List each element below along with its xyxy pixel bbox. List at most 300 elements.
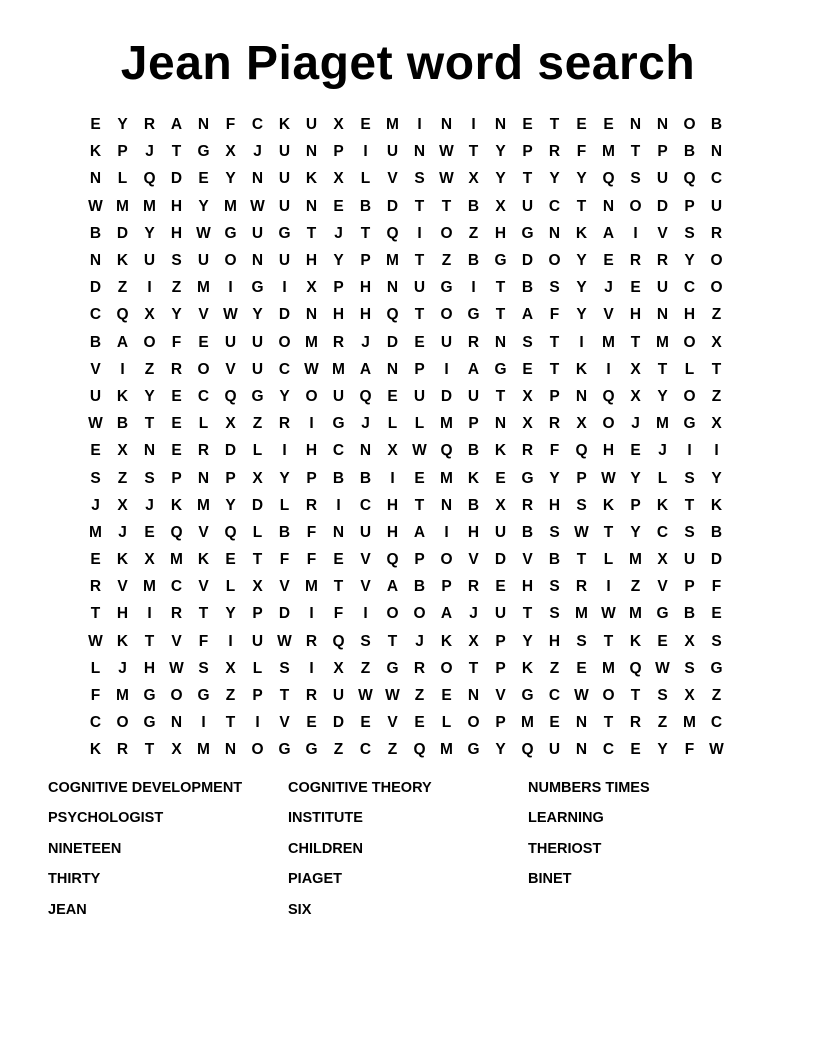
grid-letter: I bbox=[147, 605, 152, 623]
grid-letter: Y bbox=[225, 605, 236, 623]
grid-letter: V bbox=[279, 714, 290, 732]
grid-letter: J bbox=[361, 415, 370, 433]
grid-letter: B bbox=[683, 605, 696, 623]
grid-letter: N bbox=[494, 116, 507, 134]
grid-letter: O bbox=[305, 387, 318, 405]
grid-letter: T bbox=[198, 605, 209, 623]
grid-letter: N bbox=[494, 415, 507, 433]
grid-letter: X bbox=[333, 170, 344, 188]
grid-letter: L bbox=[387, 415, 398, 433]
grid-letter: E bbox=[90, 442, 101, 460]
grid-letter: X bbox=[630, 387, 641, 405]
grid-letter: G bbox=[467, 306, 480, 324]
grid-letter: C bbox=[278, 360, 291, 378]
grid-letter: P bbox=[252, 687, 263, 705]
grid-letter: T bbox=[684, 496, 695, 514]
grid-letter: D bbox=[494, 551, 507, 569]
grid-letter: G bbox=[494, 360, 507, 378]
grid-letter: C bbox=[548, 197, 561, 215]
grid-letter: O bbox=[413, 605, 426, 623]
grid-letter: I bbox=[228, 279, 233, 297]
grid-letter: Q bbox=[143, 170, 156, 188]
grid-letter: W bbox=[304, 360, 319, 378]
grid-letter: B bbox=[332, 469, 345, 487]
word-list-item: CHILDREN bbox=[288, 840, 363, 857]
grid-letter: C bbox=[602, 741, 615, 759]
grid-letter: P bbox=[252, 605, 263, 623]
grid-letter: T bbox=[414, 496, 425, 514]
grid-letter: O bbox=[440, 551, 453, 569]
grid-letter: E bbox=[603, 252, 614, 270]
grid-letter: U bbox=[224, 333, 237, 351]
grid-letter: O bbox=[683, 116, 696, 134]
grid-letter: H bbox=[386, 523, 399, 541]
grid-letter: Y bbox=[252, 306, 263, 324]
grid-letter: M bbox=[656, 333, 669, 351]
grid-letter: T bbox=[306, 224, 317, 242]
grid-letter: P bbox=[495, 659, 506, 677]
grid-letter: S bbox=[630, 170, 641, 188]
grid-letter: L bbox=[252, 523, 263, 541]
grid-letter: I bbox=[444, 360, 449, 378]
grid-letter: J bbox=[334, 224, 343, 242]
grid-letter: R bbox=[305, 632, 318, 650]
grid-letter: A bbox=[116, 333, 129, 351]
word-list-item: THIRTY bbox=[48, 871, 101, 888]
grid-letter: V bbox=[387, 170, 398, 188]
grid-letter: O bbox=[224, 252, 237, 270]
grid-letter: E bbox=[630, 442, 641, 460]
grid-letter: Z bbox=[711, 306, 722, 324]
grid-letter: O bbox=[602, 415, 615, 433]
grid-letter: V bbox=[495, 687, 506, 705]
grid-letter: B bbox=[413, 578, 426, 596]
grid-row bbox=[82, 492, 730, 519]
grid-letter: J bbox=[118, 659, 127, 677]
grid-letter: W bbox=[196, 224, 211, 242]
grid-letter: I bbox=[417, 116, 422, 134]
grid-letter: I bbox=[282, 279, 287, 297]
grid-letter: X bbox=[711, 333, 722, 351]
grid-letter: E bbox=[90, 551, 101, 569]
grid-letter: S bbox=[576, 496, 587, 514]
grid-letter: N bbox=[251, 170, 264, 188]
grid-letter: U bbox=[656, 170, 669, 188]
grid-letter: J bbox=[658, 442, 667, 460]
grid-letter: G bbox=[278, 224, 291, 242]
grid-letter: Y bbox=[198, 197, 209, 215]
grid-letter: H bbox=[305, 252, 318, 270]
grid-letter: P bbox=[441, 578, 452, 596]
grid-letter: Y bbox=[495, 170, 506, 188]
grid-letter: Z bbox=[414, 687, 425, 705]
grid-letter: S bbox=[549, 523, 560, 541]
grid-letter: I bbox=[309, 659, 314, 677]
grid-letter: X bbox=[657, 551, 668, 569]
grid-letter: S bbox=[657, 687, 668, 705]
word-list-item: LEARNING bbox=[528, 810, 604, 827]
grid-letter: U bbox=[656, 279, 669, 297]
grid-letter: N bbox=[575, 714, 588, 732]
grid-letter: X bbox=[576, 415, 587, 433]
grid-letter: Z bbox=[468, 224, 479, 242]
grid-letter: O bbox=[116, 714, 129, 732]
grid-letter: T bbox=[495, 279, 506, 297]
grid-letter: E bbox=[171, 387, 182, 405]
grid-letter: I bbox=[471, 116, 476, 134]
grid-letter: E bbox=[198, 333, 209, 351]
grid-letter: X bbox=[117, 496, 128, 514]
grid-letter: B bbox=[89, 333, 102, 351]
grid-letter: F bbox=[198, 632, 209, 650]
grid-letter: F bbox=[684, 741, 695, 759]
grid-letter: C bbox=[359, 496, 372, 514]
grid-letter: S bbox=[549, 605, 560, 623]
grid-letter: Q bbox=[440, 442, 453, 460]
grid-letter: Y bbox=[711, 469, 722, 487]
grid-letter: S bbox=[576, 632, 587, 650]
grid-letter: I bbox=[363, 143, 368, 161]
grid-letter: D bbox=[224, 442, 237, 460]
grid-letter: H bbox=[359, 279, 372, 297]
grid-letter: T bbox=[414, 306, 425, 324]
grid-letter: T bbox=[144, 741, 155, 759]
grid-letter: Y bbox=[684, 252, 695, 270]
grid-letter: W bbox=[709, 741, 724, 759]
grid-letter: T bbox=[522, 170, 533, 188]
grid-letter: E bbox=[333, 551, 344, 569]
grid-letter: N bbox=[575, 741, 588, 759]
grid-letter: W bbox=[601, 469, 616, 487]
grid-letter: Z bbox=[441, 252, 452, 270]
grid-letter: U bbox=[197, 252, 210, 270]
grid-letter: H bbox=[332, 306, 345, 324]
grid-letter: C bbox=[89, 306, 102, 324]
grid-letter: U bbox=[413, 387, 426, 405]
grid-letter: U bbox=[494, 523, 507, 541]
grid-letter: K bbox=[89, 741, 102, 759]
grid-letter: W bbox=[439, 143, 454, 161]
grid-letter: K bbox=[602, 496, 615, 514]
grid-letter: T bbox=[630, 143, 641, 161]
grid-letter: E bbox=[495, 578, 506, 596]
grid-letter: Z bbox=[333, 741, 344, 759]
grid-letter: M bbox=[224, 197, 237, 215]
grid-letter: Y bbox=[576, 306, 587, 324]
grid-letter: O bbox=[386, 605, 399, 623]
grid-letter: Y bbox=[630, 469, 641, 487]
word-list-item: COGNITIVE DEVELOPMENT bbox=[48, 780, 243, 796]
grid-letter: R bbox=[575, 578, 588, 596]
grid-letter: Q bbox=[170, 523, 183, 541]
grid-letter: R bbox=[89, 578, 102, 596]
grid-letter: U bbox=[467, 387, 480, 405]
grid-letter: N bbox=[467, 687, 480, 705]
grid-letter: Q bbox=[224, 523, 237, 541]
grid-letter: I bbox=[120, 360, 125, 378]
word-list-item: BINET bbox=[528, 871, 572, 888]
grid-letter: P bbox=[306, 469, 317, 487]
grid-letter: R bbox=[467, 578, 480, 596]
grid-letter: C bbox=[359, 741, 372, 759]
grid-letter: P bbox=[549, 387, 560, 405]
grid-letter: Y bbox=[657, 741, 668, 759]
grid-letter: E bbox=[387, 387, 398, 405]
grid-letter: P bbox=[684, 197, 695, 215]
grid-letter: H bbox=[143, 659, 156, 677]
grid-letter: R bbox=[521, 496, 534, 514]
grid-letter: I bbox=[606, 578, 611, 596]
grid-letter: Y bbox=[225, 170, 236, 188]
grid-letter: Z bbox=[360, 659, 371, 677]
grid-letter: X bbox=[306, 279, 317, 297]
grid-letter: X bbox=[252, 469, 263, 487]
grid-letter: S bbox=[171, 252, 182, 270]
grid-letter: T bbox=[549, 116, 560, 134]
grid-letter: J bbox=[118, 523, 127, 541]
grid-letter: M bbox=[116, 197, 129, 215]
grid-letter: E bbox=[225, 551, 236, 569]
grid-letter: N bbox=[440, 116, 453, 134]
grid-letter: K bbox=[656, 496, 669, 514]
grid-letter: M bbox=[197, 496, 210, 514]
grid-letter: W bbox=[169, 659, 184, 677]
grid-letter: N bbox=[251, 252, 264, 270]
grid-letter: Y bbox=[225, 496, 236, 514]
grid-letter: T bbox=[495, 306, 506, 324]
grid-letter: R bbox=[521, 442, 534, 460]
grid-letter: X bbox=[387, 442, 398, 460]
grid-letter: G bbox=[656, 605, 669, 623]
grid-row bbox=[82, 519, 730, 546]
grid-letter: F bbox=[711, 578, 722, 596]
grid-letter: N bbox=[575, 387, 588, 405]
grid-letter: I bbox=[471, 279, 476, 297]
grid-letter: G bbox=[143, 687, 156, 705]
grid-letter: D bbox=[440, 387, 453, 405]
grid-letter: X bbox=[468, 170, 479, 188]
grid-letter: T bbox=[522, 605, 533, 623]
grid-letter: M bbox=[305, 333, 318, 351]
grid-letter: O bbox=[440, 224, 453, 242]
grid-letter: U bbox=[386, 143, 399, 161]
grid-letter: N bbox=[386, 279, 399, 297]
grid-letter: K bbox=[305, 170, 318, 188]
grid-letter: X bbox=[225, 415, 236, 433]
grid-letter: L bbox=[117, 170, 128, 188]
grid-letter: Y bbox=[576, 252, 587, 270]
letter-grid bbox=[82, 111, 730, 764]
grid-letter: N bbox=[89, 170, 102, 188]
grid-letter: S bbox=[522, 333, 533, 351]
grid-letter: O bbox=[440, 659, 453, 677]
grid-letter: S bbox=[198, 659, 209, 677]
grid-letter: X bbox=[711, 415, 722, 433]
grid-letter: F bbox=[333, 605, 344, 623]
grid-letter: F bbox=[306, 523, 317, 541]
grid-letter: F bbox=[90, 687, 101, 705]
grid-letter: L bbox=[360, 170, 371, 188]
grid-letter: H bbox=[521, 578, 534, 596]
grid-letter: K bbox=[116, 252, 129, 270]
grid-letter: S bbox=[414, 170, 425, 188]
grid-letter: O bbox=[683, 333, 696, 351]
grid-letter: Q bbox=[359, 387, 372, 405]
grid-letter: O bbox=[629, 197, 642, 215]
grid-letter: H bbox=[548, 496, 561, 514]
grid-letter: M bbox=[170, 551, 183, 569]
grid-letter: C bbox=[89, 714, 102, 732]
grid-letter: M bbox=[116, 687, 129, 705]
grid-letter: T bbox=[630, 333, 641, 351]
grid-letter: V bbox=[468, 551, 479, 569]
grid-letter: T bbox=[252, 551, 263, 569]
grid-letter: V bbox=[279, 578, 290, 596]
grid-letter: W bbox=[574, 687, 589, 705]
grid-letter: N bbox=[197, 116, 210, 134]
word-list-item: NINETEEN bbox=[48, 840, 122, 857]
grid-letter: R bbox=[332, 333, 345, 351]
grid-letter: S bbox=[549, 578, 560, 596]
grid-letter: I bbox=[282, 442, 287, 460]
grid-letter: S bbox=[90, 469, 101, 487]
grid-letter: E bbox=[441, 687, 452, 705]
grid-letter: F bbox=[549, 306, 560, 324]
grid-letter: T bbox=[414, 252, 425, 270]
word-list-item: COGNITIVE THEORY bbox=[288, 780, 432, 796]
grid-row bbox=[82, 410, 730, 437]
grid-letter: T bbox=[414, 197, 425, 215]
grid-letter: Y bbox=[279, 387, 290, 405]
grid-letter: E bbox=[414, 333, 425, 351]
grid-letter: P bbox=[333, 143, 344, 161]
grid-letter: E bbox=[360, 714, 371, 732]
grid-letter: K bbox=[710, 496, 723, 514]
grid-letter: O bbox=[197, 360, 210, 378]
grid-letter: U bbox=[305, 116, 318, 134]
grid-letter: E bbox=[306, 714, 317, 732]
grid-letter: M bbox=[332, 360, 345, 378]
grid-letter: G bbox=[143, 714, 156, 732]
grid-letter: O bbox=[143, 333, 156, 351]
grid-letter: B bbox=[116, 415, 129, 433]
grid-letter: T bbox=[603, 632, 614, 650]
grid-letter: R bbox=[548, 415, 561, 433]
grid-letter: X bbox=[333, 659, 344, 677]
grid-letter: N bbox=[332, 523, 345, 541]
grid-letter: R bbox=[143, 116, 156, 134]
grid-letter: U bbox=[251, 333, 264, 351]
grid-letter: M bbox=[602, 333, 615, 351]
grid-letter: P bbox=[360, 252, 371, 270]
grid-letter: Q bbox=[386, 551, 399, 569]
grid-letter: C bbox=[683, 279, 696, 297]
grid-letter: U bbox=[413, 279, 426, 297]
grid-row bbox=[82, 628, 730, 655]
grid-letter: Y bbox=[522, 632, 533, 650]
grid-letter: T bbox=[360, 224, 371, 242]
grid-letter: R bbox=[656, 252, 669, 270]
grid-letter: O bbox=[440, 306, 453, 324]
grid-letter: K bbox=[116, 387, 129, 405]
grid-letter: J bbox=[604, 279, 613, 297]
grid-letter: R bbox=[710, 224, 723, 242]
grid-letter: E bbox=[171, 415, 182, 433]
grid-letter: D bbox=[656, 197, 669, 215]
grid-letter: W bbox=[439, 170, 454, 188]
grid-letter: I bbox=[714, 442, 719, 460]
grid-letter: N bbox=[305, 306, 318, 324]
grid-letter: K bbox=[521, 659, 534, 677]
grid-letter: L bbox=[252, 659, 263, 677]
grid-letter: P bbox=[333, 279, 344, 297]
grid-letter: X bbox=[252, 578, 263, 596]
grid-letter: X bbox=[522, 387, 533, 405]
grid-letter: M bbox=[197, 741, 210, 759]
grid-letter: C bbox=[548, 687, 561, 705]
grid-letter: P bbox=[684, 578, 695, 596]
grid-letter: N bbox=[359, 442, 372, 460]
grid-letter: L bbox=[657, 469, 668, 487]
grid-letter: N bbox=[143, 442, 156, 460]
grid-letter: V bbox=[360, 578, 371, 596]
grid-letter: C bbox=[197, 387, 210, 405]
grid-letter: T bbox=[387, 632, 398, 650]
grid-letter: V bbox=[90, 360, 101, 378]
grid-letter: N bbox=[413, 143, 426, 161]
grid-row bbox=[82, 682, 730, 709]
grid-letter: K bbox=[575, 224, 588, 242]
word-list-item: PIAGET bbox=[288, 871, 342, 888]
grid-letter: H bbox=[683, 306, 696, 324]
word-list-item: NUMBERS TIMES bbox=[528, 780, 650, 796]
grid-letter: I bbox=[687, 442, 692, 460]
word-list-item: PSYCHOLOGIST bbox=[48, 810, 164, 827]
grid-letter: W bbox=[358, 687, 373, 705]
grid-letter: K bbox=[629, 632, 642, 650]
grid-letter: R bbox=[413, 659, 426, 677]
grid-letter: U bbox=[251, 632, 264, 650]
grid-letter: T bbox=[144, 415, 155, 433]
grid-letter: B bbox=[521, 279, 534, 297]
grid-letter: J bbox=[415, 632, 424, 650]
grid-letter: U bbox=[278, 143, 291, 161]
grid-letter: W bbox=[88, 632, 103, 650]
grid-letter: M bbox=[440, 469, 453, 487]
grid-letter: T bbox=[90, 605, 101, 623]
grid-letter: Q bbox=[602, 387, 615, 405]
grid-letter: D bbox=[278, 605, 291, 623]
grid-letter: Z bbox=[549, 659, 560, 677]
grid-letter: M bbox=[629, 605, 642, 623]
grid-letter: M bbox=[305, 578, 318, 596]
grid-letter: R bbox=[629, 252, 642, 270]
grid-letter: Y bbox=[333, 252, 344, 270]
grid-letter: O bbox=[467, 714, 480, 732]
grid-row bbox=[82, 138, 730, 165]
grid-letter: Y bbox=[549, 170, 560, 188]
grid-letter: Z bbox=[144, 360, 155, 378]
grid-letter: N bbox=[197, 469, 210, 487]
grid-letter: L bbox=[441, 714, 452, 732]
grid-letter: Q bbox=[683, 170, 696, 188]
grid-letter: L bbox=[684, 360, 695, 378]
grid-letter: K bbox=[440, 632, 453, 650]
grid-letter: G bbox=[224, 224, 237, 242]
grid-letter: B bbox=[467, 496, 480, 514]
grid-letter: R bbox=[197, 442, 210, 460]
grid-letter: R bbox=[629, 714, 642, 732]
